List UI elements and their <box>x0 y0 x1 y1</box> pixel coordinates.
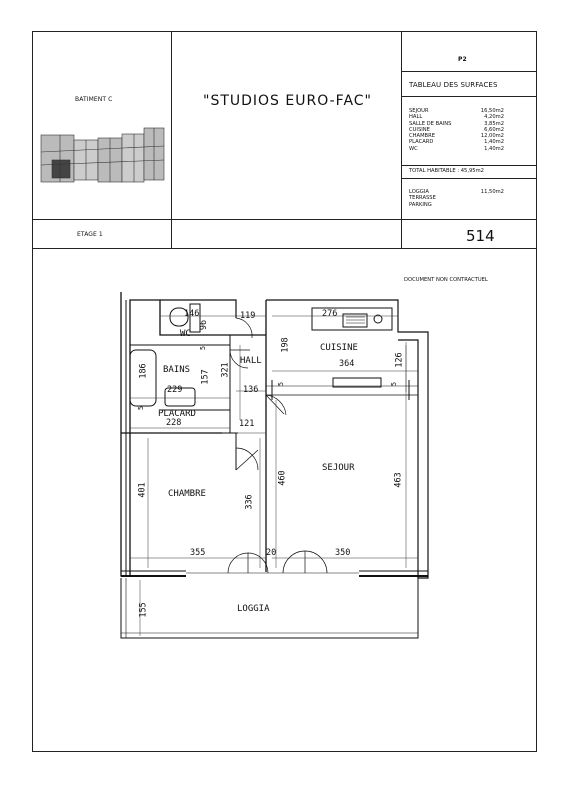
surface-room: PLACARD <box>409 139 434 146</box>
dimension-label: 5 <box>277 381 286 387</box>
surface-room: HALL <box>409 114 423 121</box>
surface-area: 1,40m2 <box>484 145 504 152</box>
room-label-bains: BAINS <box>163 365 191 375</box>
dimension-label: 229 <box>167 385 183 395</box>
door-swing <box>236 448 258 470</box>
dimension-label: 126 <box>394 352 405 368</box>
surface-table-title: TABLEAU DES SURFACES <box>409 81 498 89</box>
dimension-label: 228 <box>166 418 182 428</box>
extra-label: TERRASSE <box>409 195 436 202</box>
room-label-wc: WC <box>180 329 191 339</box>
dimension-label: 364 <box>339 359 355 369</box>
floor-label: ETAGE 1 <box>77 231 103 238</box>
dimension-label: 336 <box>244 494 255 510</box>
disclaimer: DOCUMENT NON CONTRACTUEL <box>404 277 488 283</box>
surface-area: 16,50m2 <box>480 108 504 114</box>
dimension-label: 350 <box>335 548 351 558</box>
room-label-cuisine: CUISINE <box>320 343 358 353</box>
surface-room: CUISINE <box>409 126 430 133</box>
dimension-label: 96 <box>199 319 210 331</box>
project-title: "STUDIOS EURO-FAC" <box>203 93 372 109</box>
total-habitable: TOTAL HABITABLE : 45,95m2 <box>409 168 484 174</box>
surface-room: CHAMBRE <box>409 133 435 140</box>
window-swing <box>248 553 268 573</box>
dimension-label: 198 <box>280 337 291 353</box>
window-swing <box>305 551 327 573</box>
surface-area: 6,60m2 <box>484 126 504 133</box>
dimension-label: 321 <box>220 362 231 378</box>
dimension-label: 157 <box>200 369 211 385</box>
extra-value: 11,50m2 <box>480 189 504 195</box>
dimension-label: 5 <box>199 345 208 351</box>
surface-room: SEJOUR <box>409 108 429 114</box>
window-swing <box>228 553 248 573</box>
building-label: BATIMENT C <box>75 96 113 103</box>
dimension-label: 155 <box>138 602 149 618</box>
surface-room: SALLE DE BAINS <box>409 120 452 127</box>
extra-label: PARKING <box>409 201 432 208</box>
surface-area: 12,00m2 <box>480 133 504 140</box>
dimension-label: 355 <box>190 548 206 558</box>
surface-area: 4,20m2 <box>484 114 504 121</box>
dimension-label: 146 <box>184 309 200 319</box>
dimension-label: 136 <box>243 385 259 395</box>
room-label-chambre: CHAMBRE <box>168 489 206 499</box>
kitchen-island <box>333 378 381 387</box>
dimension-label: 5 <box>137 405 146 411</box>
extra-label: LOGGIA <box>409 189 429 195</box>
room-label-hall: HALL <box>240 356 262 366</box>
apartment-type: P2 <box>458 56 467 63</box>
room-label-sejour: SEJOUR <box>322 463 355 473</box>
window-swing <box>283 551 305 573</box>
dimension-label: 276 <box>322 309 338 319</box>
dimension-label: 460 <box>277 470 288 486</box>
dimension-label: 463 <box>393 472 404 488</box>
dimension-label: 186 <box>138 363 149 379</box>
surface-area: 3,85m2 <box>484 120 504 127</box>
dimension-label: 401 <box>137 482 148 498</box>
unit-number: 514 <box>466 227 495 245</box>
surface-room: WC <box>409 145 418 152</box>
outer-wall <box>121 292 266 576</box>
surface-area: 1,40m2 <box>484 139 504 146</box>
dimension-label: 20 <box>266 548 277 558</box>
dimension-label: 5 <box>390 381 399 387</box>
dimension-label: 121 <box>239 419 255 429</box>
room-label-loggia: LOGGIA <box>237 604 270 614</box>
dimension-label: 119 <box>240 311 256 321</box>
room-label-placard: PLACARD <box>158 409 196 419</box>
